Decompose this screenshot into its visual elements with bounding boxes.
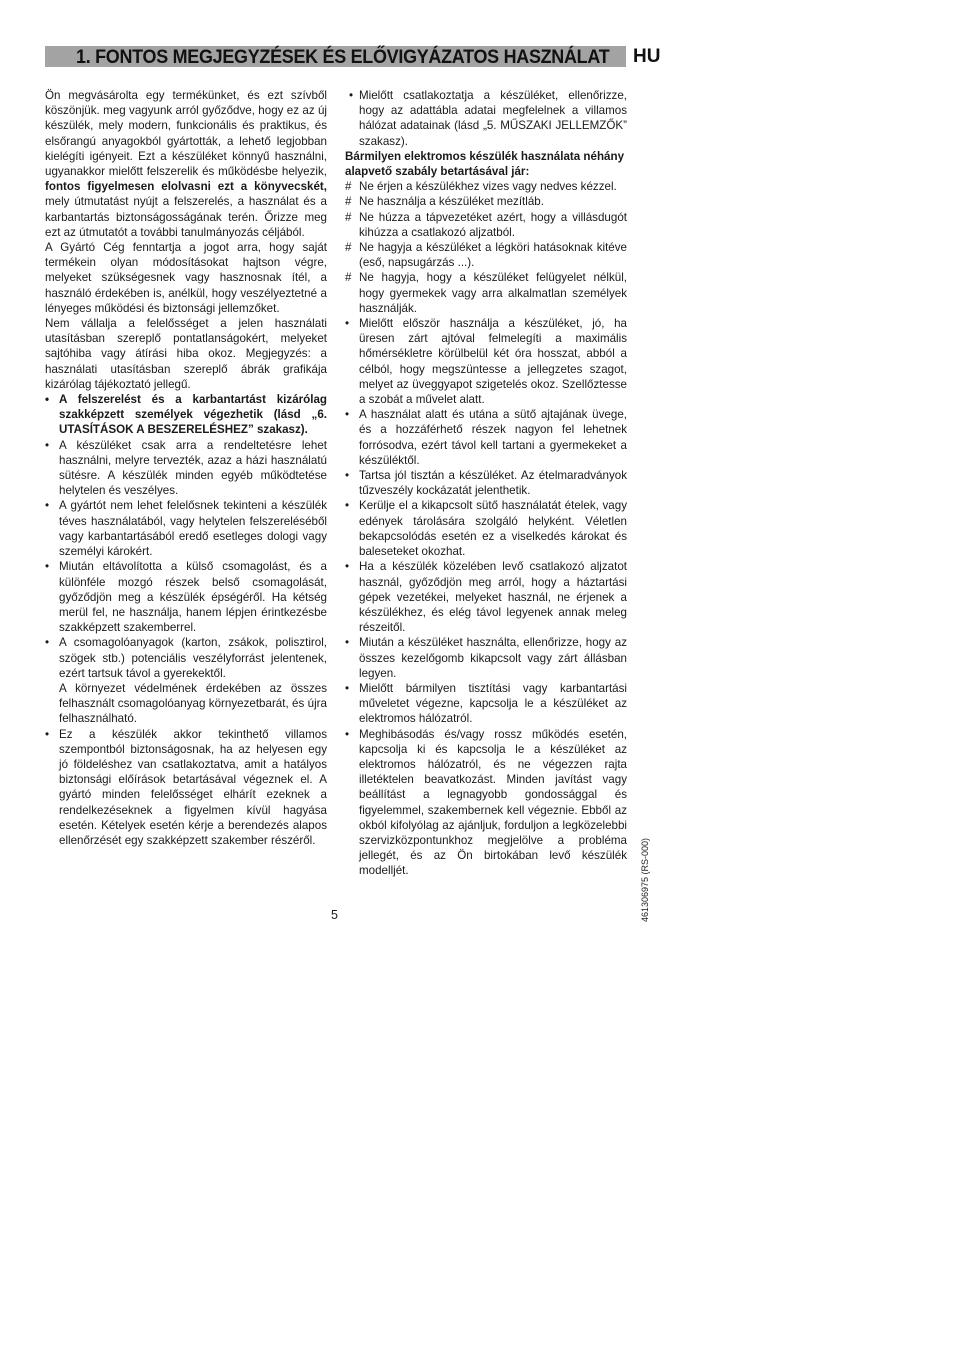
list-item xyxy=(345,88,627,149)
rules-heading: Bármilyen elektromos készülék használata néhány alapvető szabály betartásával jár: xyxy=(345,149,625,179)
liability-paragraph: Nem vállalja a felelősséget a jelen használati utasításban szereplő pontatlanságokért, melyeket sajtóhiba vagy átírási hiba okoz. Megjegyzés: a használati utasításban szereplő ábrák grafikája kizárólag tájékoztató jellegű. xyxy=(45,317,327,391)
list-item xyxy=(345,240,627,270)
section-title: 1. FONTOS MEGJEGYZÉSEK ÉS ELŐVIGYÁZATOS HASZNÁLAT xyxy=(76,46,610,68)
bullet-marker: • xyxy=(45,393,50,407)
bullet-marker: • xyxy=(45,636,50,650)
list-item xyxy=(345,468,627,498)
item-text: Mielőtt csatlakoztatja a készüléket, ellenőrizze, hogy az adattábla adatai megfelelnek a villamos hálózat adatainak (lásd „5. MŰSZAKI JELLEMZŐK” szakasz). xyxy=(359,89,627,148)
item-text: Ne húzza a tápvezetéket azért, hogy a villásdugót kihúzza a csatlakozó aljzatból. xyxy=(359,210,627,239)
bullet-marker: • xyxy=(349,89,354,102)
list-item xyxy=(345,194,627,209)
item-text: A készüléket csak arra a rendeltetésre lehet használni, melyre tervezték, azaz a házi használatú sütésre. A készülék minden egyéb működtetése helytelen és veszélyes. xyxy=(59,438,327,498)
bullet-marker: • xyxy=(345,499,350,513)
intro-paragraph xyxy=(45,88,327,240)
hash-marker: # xyxy=(345,271,352,285)
language-code: HU xyxy=(633,46,661,67)
list-item xyxy=(45,498,327,559)
list-item xyxy=(345,727,627,879)
list-item xyxy=(45,635,327,681)
item-text: A használat alatt és utána a sütő ajtajának üvege, és a hozzáférhető részek nagyon fel lehetnek forrósodva, ezért távol kell tartani a gyermekeket a készüléktől. xyxy=(359,408,627,467)
bullet-marker: • xyxy=(345,636,350,650)
section-title-bar xyxy=(45,46,626,67)
item-text: Miután a készüléket használta, ellenőrizze, hogy az összes kezelőgomb kikapcsolt vagy zárt állásban legyen. xyxy=(359,636,627,680)
list-item-continuation xyxy=(45,681,327,727)
intro-text-a: Ön megvásárolta egy termékünket, és ezt szívből köszönjük. meg vagyunk arról győződve, hogy ez az új készülék, mely modern, funkcionális és praktikus, és elsőrangú anyagokból gyártották, a lehető legjobban kielégíti igényeit. Ezt a készüléket könnyű használni, ugyanakkor mielőtt felszerelik és működésbe helyezik, xyxy=(45,89,327,179)
bullet-marker: • xyxy=(45,727,50,741)
list-item xyxy=(45,392,327,438)
item-text: Ne hagyja, hogy a készüléket felügyelet nélkül, hogy gyermekek vagy arra alkalmatlan személyek használják. xyxy=(359,271,627,315)
list-item xyxy=(45,559,327,635)
item-text: Kerülje el a kikapcsolt sütő használatát ételek, vagy edények tárolására szolgáló helyként. Véletlen bekapcsolódás esetén ez a viselkedés károkat és baleseteket okozhat. xyxy=(359,499,627,559)
bullet-marker: • xyxy=(345,317,350,331)
item-text: Mielőtt először használja a készüléket, jó, ha üresen zárt ajtóval felmelegíti a maximális hőmérsékletre körülbelül két óra hosszat, abból a célból, hogy megszüntesse a jellegzetes szagot, melyet az üveggyapot szigetelés okoz. Szellőztesse a szobát a művelet alatt. xyxy=(359,317,627,407)
item-text: Ne hagyja a készüléket a légköri hatásoknak kitéve (eső, napsugárzás ...). xyxy=(359,241,627,270)
bullet-marker: • xyxy=(345,560,350,574)
item-text: A felszerelést és a karbantartást kizárólag szakképzett személyek végezhetik (lásd „6. UTASÍTÁSOK A BESZERELÉSHEZ” szakasz). xyxy=(59,393,327,437)
page-number: 5 xyxy=(331,908,338,922)
intro-text-c: mely útmutatást nyújt a felszerelés, a használat és a karbantartás biztonságosságának terén. Őrizze meg ezt az útmutatót a további tanulmányozás céljából. xyxy=(45,195,327,239)
item-text: Meghibásodás és/vagy rossz működés esetén, kapcsolja ki és kapcsolja le a készüléket az elektromos hálózatról, és ne végezzen rajta illetéktelen beavatkozást. Minden javítást vagy beállítást a legnagyobb gondossággal és figyelemmel, szakembernek kell végeznie. Ebből az okból kifolyólag az ajánljuk, forduljon a legközelebbi szervizközpontunkhoz megjelölve a probléma jellegét, és az Ön birtokában levő készülék modelljét. xyxy=(359,727,627,878)
list-item xyxy=(345,498,627,559)
list-item xyxy=(345,316,627,407)
bullet-marker: • xyxy=(45,499,50,513)
right-column xyxy=(345,88,627,879)
list-item xyxy=(345,270,627,316)
bullet-marker: • xyxy=(45,438,50,452)
item-text: Ez a készülék akkor tekinthető villamos szempontból biztonságosnak, ha az helyesen egy jó földeléshez van csatlakoztatva, amit a hatályos biztonsági előírások betartásával végeznek el. A gyártó minden felelősséget elhárít ezeknek a rendelkezéseknek a figyelmen kívül hagyása esetén. Kételyek esetén kérje a berendezés alapos ellenőrzését egy szakképzett szakember részéről. xyxy=(59,727,327,847)
item-text: A gyártót nem lehet felelősnek tekinteni a készülék téves használatából, vagy helytelen felszereléséből vagy karbantartásából eredő esetleges dologi vagy személyi károkért. xyxy=(59,499,327,559)
list-item xyxy=(45,727,327,849)
document-code: 461306975 (RS-000) xyxy=(640,837,650,922)
bullet-marker: • xyxy=(345,469,350,483)
hash-marker: # xyxy=(345,195,352,209)
bullet-marker: • xyxy=(345,681,350,695)
bullet-marker: • xyxy=(345,727,350,741)
list-item xyxy=(345,635,627,681)
list-item xyxy=(345,559,627,635)
item-text: A környezet védelmének érdekében az összes felhasznált csomagolóanyag környezetbarát, és újra felhasználható. xyxy=(59,681,327,726)
intro-text-bold: fontos figyelmesen elolvasni ezt a könyvecskét, xyxy=(45,180,327,194)
list-item xyxy=(345,210,627,240)
manufacturer-rights-paragraph: A Gyártó Cég fenntartja a jogot arra, hogy saját termékein olyan módosításokat hajtson végre, melyeket szükségesnek vagy hasznosnak ítél, a használó érdekében is, anélkül, hogy veszélyeztetné a lényeges működési és biztonsági jellemzőket. xyxy=(45,241,327,315)
list-item xyxy=(45,438,327,499)
item-text: Ne érjen a készülékhez vizes vagy nedves kézzel. xyxy=(359,180,617,194)
list-item xyxy=(345,179,627,194)
hash-marker: # xyxy=(345,210,352,224)
bullet-marker: • xyxy=(45,560,50,574)
list-item xyxy=(345,407,627,468)
bullet-marker: • xyxy=(345,408,350,422)
hash-marker: # xyxy=(345,180,352,194)
left-column xyxy=(45,88,327,848)
item-text: Miután eltávolította a külső csomagolást, és a különféle mozgó részek belső csomagolását, győződjön meg a készülék épségéről. Ha kétség merül fel, ne használja, hanem lépjen érintkezésbe szakképzett szakemberrel. xyxy=(59,560,327,635)
item-text: Mielőtt bármilyen tisztítási vagy karbantartási műveletet végezne, kapcsolja le a készüléket az elektromos hálózatról. xyxy=(359,681,627,726)
item-text: Ha a készülék közelében levő csatlakozó aljzatot használ, győződjön meg arról, hogy a háztartási gépek vezetékei, melyeket használ, ne érjenek a készülékhez, és elég távol legyenek annak meleg részeitől. xyxy=(359,560,627,635)
item-text: A csomagolóanyagok (karton, zsákok, polisztirol, szögek stb.) potenciális veszélyforrást jelentenek, ezért tartsuk távol a gyerekektől. xyxy=(59,636,327,680)
item-text: Ne használja a készüléket mezítláb. xyxy=(359,195,544,209)
hash-marker: # xyxy=(345,241,352,255)
item-text: Tartsa jól tisztán a készüléket. Az ételmaradványok tűzveszély kockázatát jelenthetik. xyxy=(359,469,627,498)
list-item xyxy=(345,681,627,727)
